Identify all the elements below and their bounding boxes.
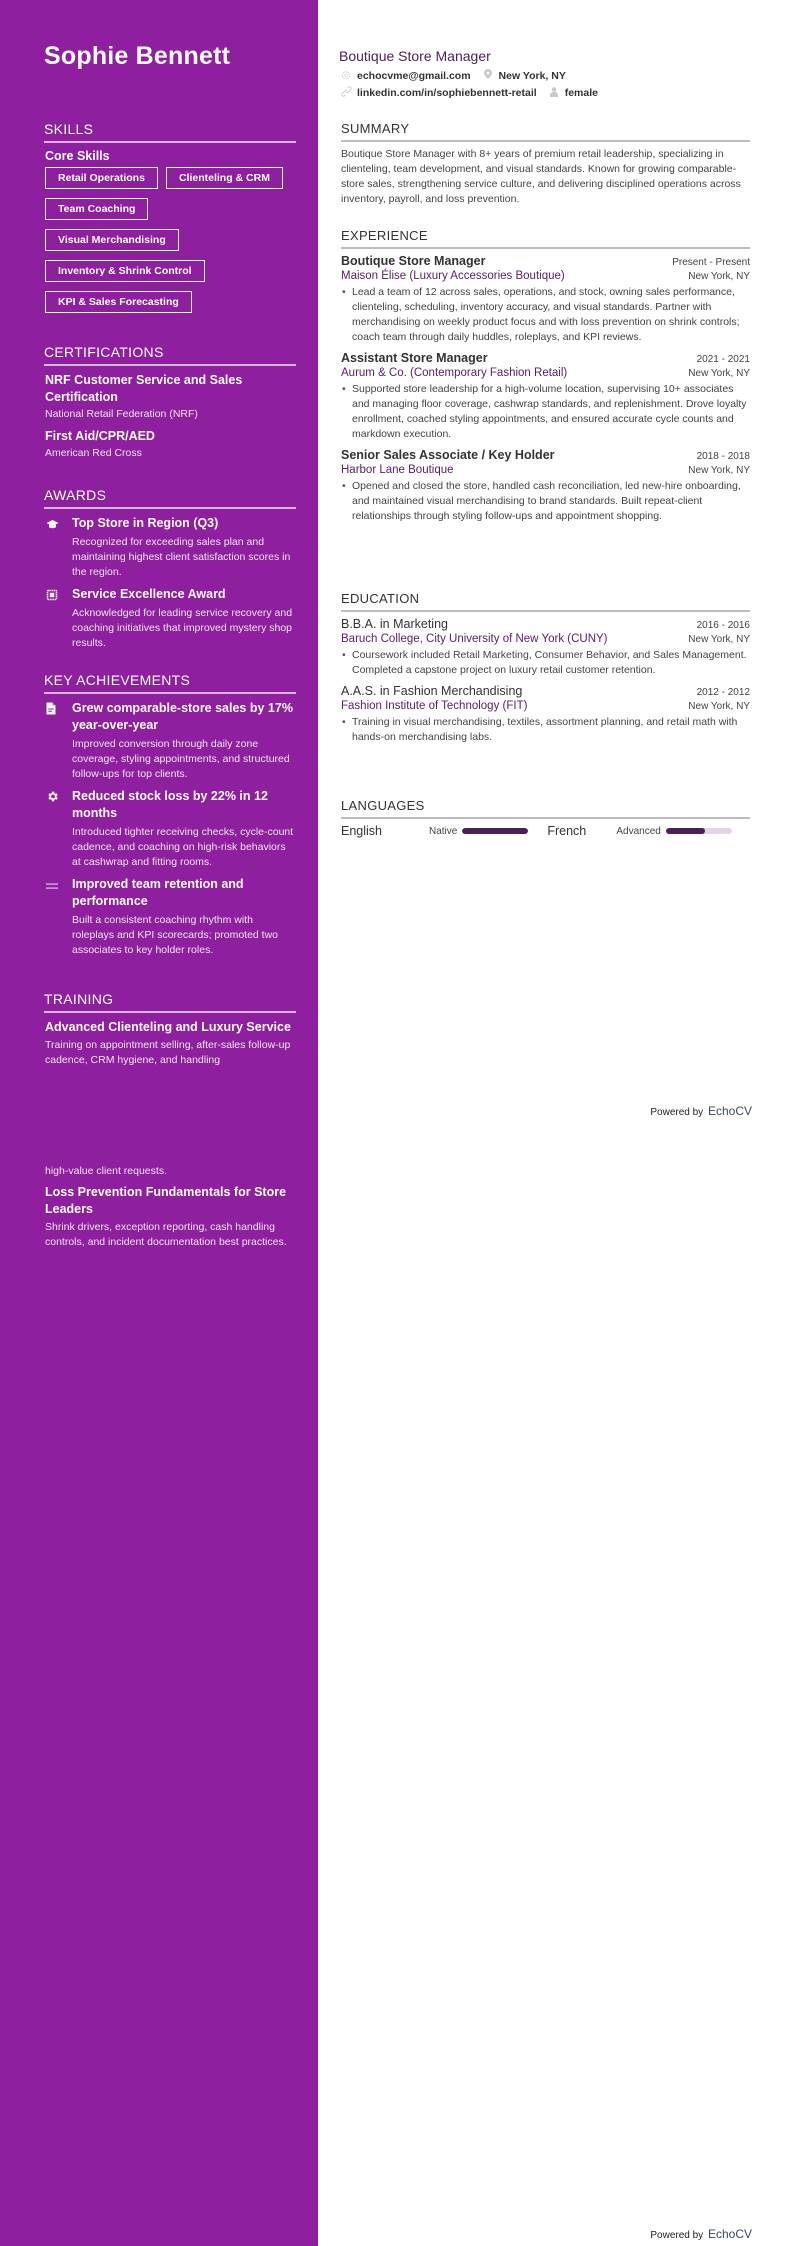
summary-heading: SUMMARY bbox=[341, 121, 750, 142]
training-item bbox=[44, 1184, 296, 1250]
skills-group-label: Core Skills bbox=[45, 149, 110, 163]
document-icon bbox=[44, 700, 72, 782]
language-level: Advanced bbox=[616, 825, 661, 837]
linkedin-text: linkedin.com/in/sophiebennett-retail bbox=[357, 87, 537, 99]
certification-issuer: American Red Cross bbox=[45, 447, 142, 459]
candidate-name: Sophie Bennett bbox=[44, 42, 231, 70]
chip-icon bbox=[44, 586, 72, 651]
experience-dates: Present - Present bbox=[672, 257, 750, 268]
linkedin-contact[interactable] bbox=[341, 86, 537, 100]
experience-entry bbox=[341, 448, 750, 524]
experience-dates: 2018 - 2018 bbox=[696, 451, 750, 462]
education-bullet: • Training in visual merchandising, textiles, assortment planning, and retail math with hands-on merchandising labs. bbox=[341, 715, 750, 745]
awards-section bbox=[44, 487, 296, 657]
brand-link[interactable]: EchoCV bbox=[707, 2227, 752, 2241]
certification-item bbox=[44, 372, 296, 420]
award-title: Service Excellence Award bbox=[72, 587, 226, 601]
powered-by-footer bbox=[650, 2227, 752, 2241]
achievements-heading: KEY ACHIEVEMENTS bbox=[44, 672, 296, 694]
award-item bbox=[44, 586, 296, 651]
training-section bbox=[44, 991, 296, 1068]
email-contact[interactable] bbox=[341, 70, 471, 82]
certification-issuer: National Retail Federation (NRF) bbox=[45, 408, 198, 420]
experience-dates: 2021 - 2021 bbox=[696, 354, 750, 365]
training-description: Training on appointment selling, after-sales follow-up cadence, CRM hygiene, and handling bbox=[45, 1039, 291, 1066]
experience-role: Senior Sales Associate / Key Holder bbox=[341, 448, 555, 462]
languages-section bbox=[341, 798, 750, 838]
language-proficiency-fill bbox=[462, 828, 528, 834]
training-title: Advanced Clienteling and Luxury Service bbox=[45, 1020, 291, 1034]
experience-company: Aurum & Co. (Contemporary Fashion Retail) bbox=[341, 367, 568, 379]
education-dates: 2012 - 2012 bbox=[696, 687, 750, 698]
link-icon bbox=[341, 86, 351, 100]
powered-by-label: Powered by bbox=[650, 1107, 704, 1118]
achievement-description: Introduced tighter receiving checks, cycle-count cadence, and coaching on high-risk behaviors at cashwrap and fitting rooms. bbox=[72, 826, 294, 868]
certification-title: NRF Customer Service and Sales Certification bbox=[45, 373, 243, 404]
education-heading: EDUCATION bbox=[341, 591, 750, 612]
education-location: New York, NY bbox=[688, 634, 750, 645]
education-school: Baruch College, City University of New York (CUNY) bbox=[341, 633, 608, 645]
education-section bbox=[341, 591, 750, 751]
sidebar bbox=[0, 0, 318, 2246]
contact-row bbox=[341, 69, 750, 82]
language-proficiency-bar bbox=[462, 828, 528, 834]
award-description: Acknowledged for leading service recovery and coaching initiatives that improved mystery shop results. bbox=[72, 607, 293, 649]
achievements-section bbox=[44, 672, 296, 964]
location-pin-icon bbox=[483, 69, 493, 82]
skill-chip: Retail Operations bbox=[45, 167, 158, 189]
achievement-title: Grew comparable-store sales by 17% year-over-year bbox=[72, 701, 293, 732]
skill-chips bbox=[44, 167, 296, 313]
gender-text: female bbox=[564, 87, 598, 99]
gender-contact bbox=[549, 87, 598, 100]
experience-bullet: • Lead a team of 12 across sales, operations, and stock, owning sales performance, clienteling, scheduling, inventory accuracy, and visual standards. Partner with merchandising on weekly product focus and with loss prevention on shrink controls; coach team through daily huddles, roleplays, and KPI reviews. bbox=[341, 285, 750, 345]
language-level: Native bbox=[429, 825, 458, 837]
certifications-section bbox=[44, 344, 296, 467]
summary-section bbox=[341, 121, 750, 207]
achievement-description: Built a consistent coaching rhythm with roleplays and KPI scorecards; promoted two associates to key holder roles. bbox=[72, 914, 279, 956]
summary-text: Boutique Store Manager with 8+ years of premium retail leadership, specializing in clienteling, team development, and visual standards. Known for growing comparable-store sales, strengthening service culture, and delivering disciplined operations across inventory, payroll, and loss prevention. bbox=[341, 148, 741, 205]
gear-icon bbox=[44, 788, 72, 870]
training-item bbox=[44, 1019, 296, 1068]
awards-heading: AWARDS bbox=[44, 487, 296, 509]
experience-bullet: • Opened and closed the store, handled cash reconciliation, led new-hire onboarding, and maintained visual merchandising to brand standards. Built repeat-client relationships through styling follow-ups and appointment shopping. bbox=[341, 479, 750, 524]
equals-icon bbox=[44, 876, 72, 958]
skill-chip: Inventory & Shrink Control bbox=[45, 260, 205, 282]
skills-heading: SKILLS bbox=[44, 121, 296, 143]
achievement-item bbox=[44, 700, 296, 782]
achievement-title: Improved team retention and performance bbox=[72, 877, 244, 908]
languages-heading: LANGUAGES bbox=[341, 798, 750, 819]
award-description: Recognized for exceeding sales plan and maintaining highest client satisfaction scores in the region. bbox=[72, 536, 291, 578]
skill-chip: KPI & Sales Forecasting bbox=[45, 291, 192, 313]
award-item bbox=[44, 515, 296, 580]
experience-entry bbox=[341, 351, 750, 442]
experience-location: New York, NY bbox=[688, 368, 750, 379]
language-proficiency-fill bbox=[666, 828, 706, 834]
education-school: Fashion Institute of Technology (FIT) bbox=[341, 700, 528, 712]
skill-chip: Visual Merchandising bbox=[45, 229, 179, 251]
skill-chip: Team Coaching bbox=[45, 198, 148, 220]
experience-bullet: • Supported store leadership for a high-volume location, supervising 10+ associates and managing floor coverage, cashwrap standards, and replenishment. Drove loyalty enrollment, coached styling appointments, and ensured accurate cycle counts and markdown execution. bbox=[341, 382, 750, 442]
training-title: Loss Prevention Fundamentals for Store Leaders bbox=[45, 1185, 287, 1216]
job-title: Boutique Store Manager bbox=[339, 48, 491, 64]
brand-link[interactable]: EchoCV bbox=[707, 1104, 752, 1118]
training-description-continued: high-value client requests. bbox=[45, 1165, 167, 1177]
achievement-title: Reduced stock loss by 22% in 12 months bbox=[72, 789, 268, 820]
award-title: Top Store in Region (Q3) bbox=[72, 516, 219, 530]
skills-section bbox=[44, 121, 296, 313]
experience-company: Harbor Lane Boutique bbox=[341, 464, 454, 476]
email-text: echocvme@gmail.com bbox=[357, 69, 471, 82]
header bbox=[341, 48, 750, 100]
certifications-heading: CERTIFICATIONS bbox=[44, 344, 296, 366]
education-dates: 2016 - 2016 bbox=[696, 620, 750, 631]
experience-role: Assistant Store Manager bbox=[341, 351, 488, 365]
training-heading: TRAINING bbox=[44, 991, 296, 1013]
education-degree: A.A.S. in Fashion Merchandising bbox=[341, 684, 523, 698]
achievement-item bbox=[44, 876, 296, 958]
language-name: French bbox=[547, 824, 587, 838]
certification-title: First Aid/CPR/AED bbox=[45, 429, 155, 443]
experience-section bbox=[341, 228, 750, 530]
languages-row bbox=[341, 824, 750, 838]
experience-location: New York, NY bbox=[688, 271, 750, 282]
education-bullet: • Coursework included Retail Marketing, Consumer Behavior, and Sales Management. Completed a capstone project on luxury retail customer retention. bbox=[341, 648, 750, 678]
experience-location: New York, NY bbox=[688, 465, 750, 476]
education-degree: B.B.A. in Marketing bbox=[341, 617, 448, 631]
powered-by-footer bbox=[650, 1104, 752, 1118]
contact-row bbox=[341, 86, 750, 100]
experience-company: Maison Élise (Luxury Accessories Boutique) bbox=[341, 270, 565, 282]
language-name: English bbox=[341, 824, 382, 838]
person-icon bbox=[549, 87, 559, 100]
location-text: New York, NY bbox=[498, 69, 566, 82]
at-icon: ◎ bbox=[341, 70, 351, 81]
education-entry bbox=[341, 617, 750, 678]
achievement-item bbox=[44, 788, 296, 870]
training-description: Shrink drivers, exception reporting, cash handling controls, and incident documentation best practices. bbox=[45, 1221, 287, 1248]
experience-role: Boutique Store Manager bbox=[341, 254, 486, 268]
experience-heading: EXPERIENCE bbox=[341, 228, 750, 249]
certification-item bbox=[44, 428, 296, 459]
location-contact bbox=[483, 69, 566, 82]
education-location: New York, NY bbox=[688, 701, 750, 712]
powered-by-label: Powered by bbox=[650, 2230, 704, 2241]
language-proficiency-bar bbox=[666, 828, 732, 834]
training-section-continued bbox=[44, 1164, 296, 1250]
achievement-description: Improved conversion through daily zone coverage, styling appointments, and structured follow-ups for top clients. bbox=[72, 738, 290, 780]
skill-chip: Clienteling & CRM bbox=[166, 167, 283, 189]
experience-entry bbox=[341, 254, 750, 345]
graduation-cap-icon bbox=[44, 515, 72, 580]
education-entry bbox=[341, 684, 750, 745]
